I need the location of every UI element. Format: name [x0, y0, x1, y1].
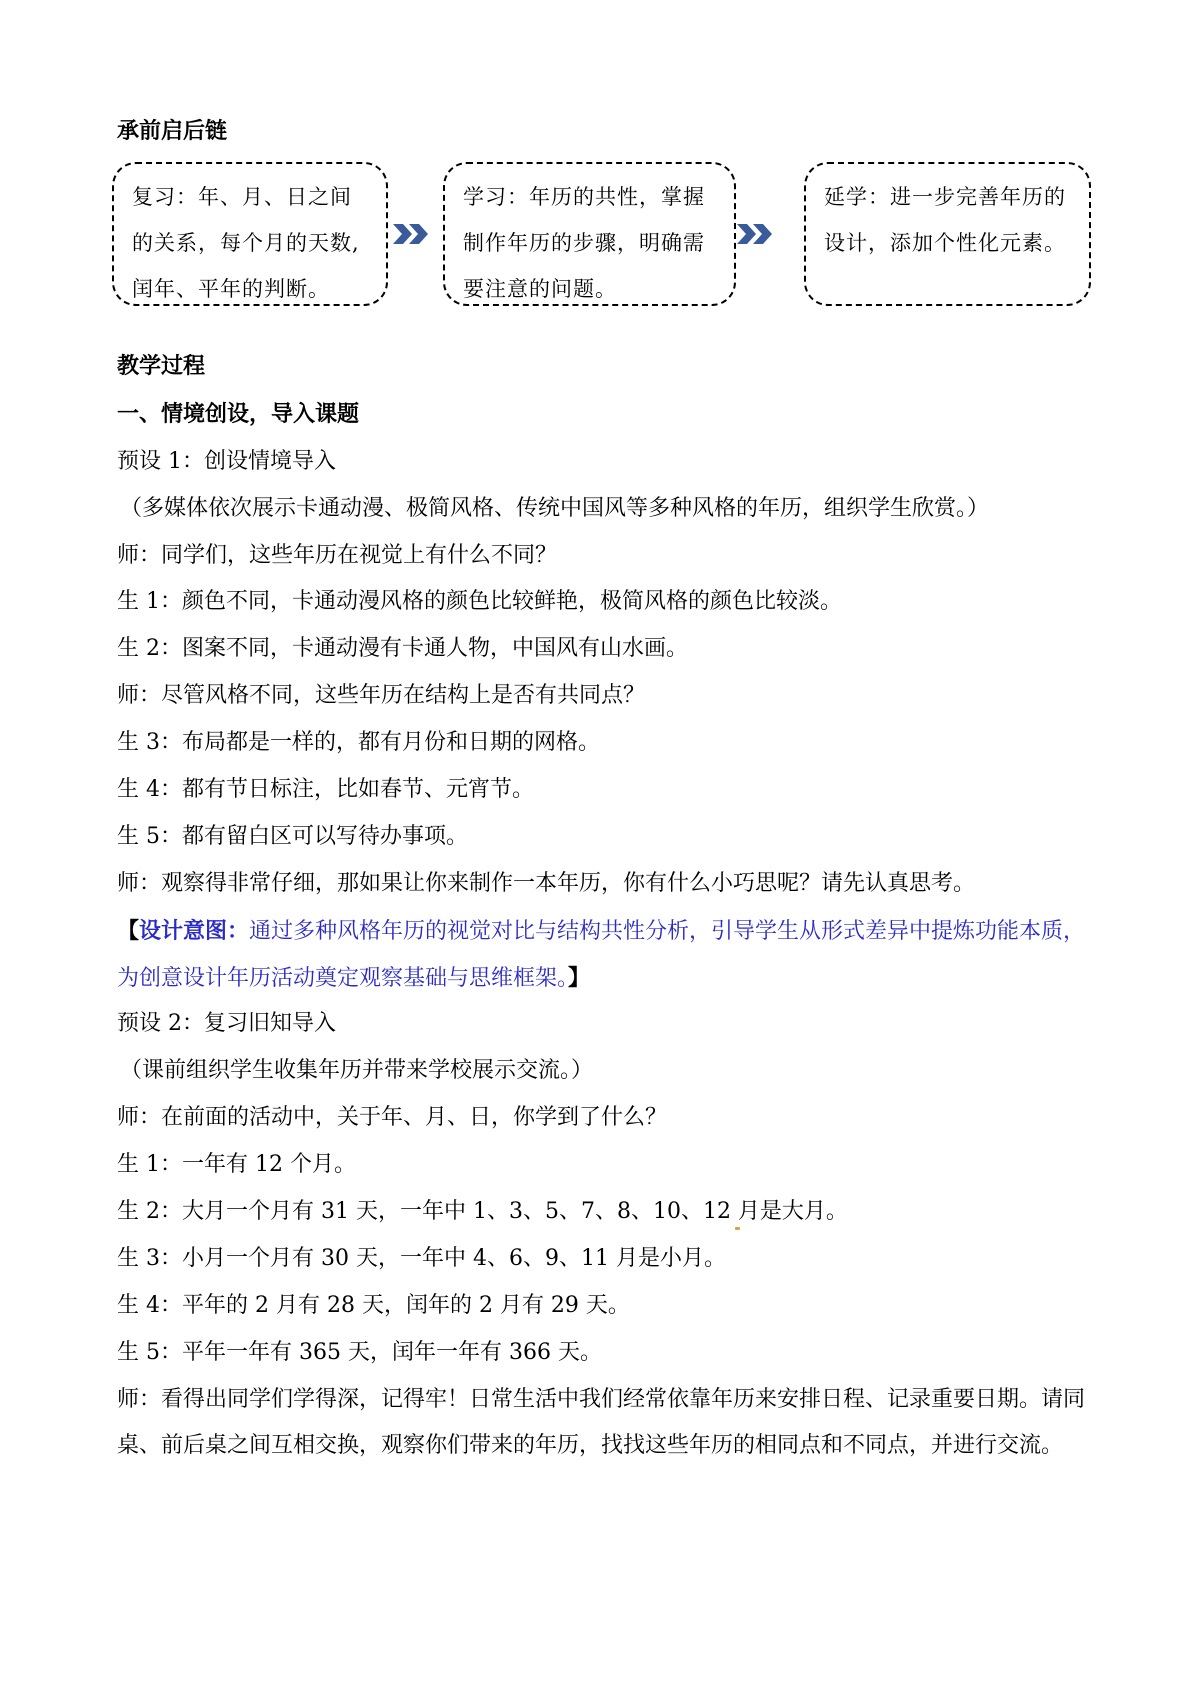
text-line: 生 4：都有节日标注，比如春节、元宵节。: [117, 777, 534, 802]
flow-box-extend: 延学：进一步完善年历的设计，添加个性化元素。: [804, 162, 1091, 306]
flow-box-learn: 学习：年历的共性，掌握制作年历的步骤，明确需要注意的问题。: [443, 162, 736, 306]
section-title: 一、情境创设，导入课题: [117, 402, 360, 427]
text-line: 预设 1：创设情境导入: [117, 449, 336, 474]
text-line: 师：尽管风格不同，这些年历在结构上是否有共同点？: [117, 683, 646, 708]
text-line: 生 3：小月一个月有 30 天，一年中 4、6、9、11 月是小月。: [117, 1246, 726, 1271]
process-title: 教学过程: [117, 354, 206, 379]
text-line: 生 5：平年一年有 365 天，闰年一年有 366 天。: [117, 1340, 602, 1365]
stray-mark: [735, 1227, 740, 1230]
double-chevron-icon: [393, 222, 437, 246]
text-line: 师：同学们，这些年历在视觉上有什么不同？: [117, 543, 558, 568]
text-line: （课前组织学生收集年历并带来学校展示交流。）: [120, 1058, 594, 1083]
text-line: 生 2：大月一个月有 31 天，一年中 1、3、5、7、8、10、12 月是大月。: [117, 1199, 848, 1224]
closing-paragraph: 师：看得出同学们学得深，记得牢！日常生活中我们经常依靠年历来安排日程、记录重要日期。请同桌、前后桌之间互相交换，观察你们带来的年历，找找这些年历的相同点和不同点，并进行交流。: [117, 1387, 1086, 1458]
design-note-close: 】: [568, 965, 591, 991]
text-line: 生 2：图案不同，卡通动漫有卡通人物，中国风有山水画。: [117, 636, 688, 661]
text-line: 生 1：一年有 12 个月。: [117, 1152, 356, 1177]
text-line: 预设 2：复习旧知导入: [117, 1011, 336, 1036]
chain-title: 承前启后链: [117, 119, 228, 144]
text-line: 生 1：颜色不同，卡通动漫风格的颜色比较鲜艳，极简风格的颜色比较淡。: [117, 589, 842, 614]
text-line: 师：在前面的活动中，关于年、月、日，你学到了什么？: [117, 1105, 668, 1130]
design-note-open: 【: [117, 918, 140, 944]
design-intent-note: [117, 908, 1092, 1002]
design-note-text: 通过多种风格年历的视觉对比与结构共性分析，引导学生从形式差异中提炼功能本质，为创意设计年历活动奠定观察基础与思维框架。: [117, 919, 1086, 991]
text-line: 生 3：布局都是一样的，都有月份和日期的网格。: [117, 730, 600, 755]
text-line: 生 5：都有留白区可以写待办事项。: [117, 824, 468, 849]
text-line: 生 4：平年的 2 月有 28 天，闰年的 2 月有 29 天。: [117, 1293, 630, 1318]
double-chevron-icon: [737, 222, 781, 246]
design-note-label: 设计意图：: [139, 919, 250, 944]
text-line: （多媒体依次展示卡通动漫、极简风格、传统中国风等多种风格的年历，组织学生欣赏。）: [120, 496, 990, 521]
flow-box-review: 复习：年、月、日之间的关系，每个月的天数,闰年、平年的判断。: [112, 162, 388, 306]
text-line: 师：观察得非常仔细，那如果让你来制作一本年历，你有什么小巧思呢？请先认真思考。: [117, 871, 976, 896]
